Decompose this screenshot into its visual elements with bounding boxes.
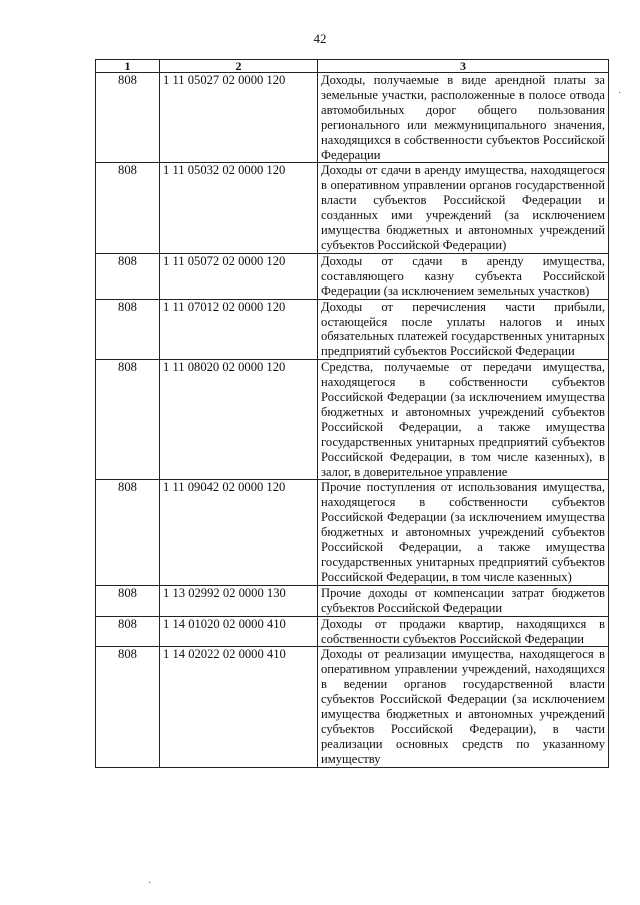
budget-code-cell: 1 11 09042 02 0000 120	[160, 480, 318, 585]
table-row	[96, 163, 609, 253]
description-cell: Прочие поступления от использования имущества, находящегося в собственности субъектов Российской Федерации (за исключением имущества бюджетных и автономных учреждений субъектов Российской Федерации, а также имущества государственных унитарных предприятий субъектов Российской Федерации, в том числе казенных)	[318, 480, 609, 585]
budget-code-cell: 1 14 01020 02 0000 410	[160, 616, 318, 647]
column-header-3: 3	[318, 60, 609, 73]
admin-code-cell: 808	[96, 163, 160, 253]
admin-code-cell: 808	[96, 647, 160, 767]
header-row	[96, 60, 609, 73]
budget-code-cell: 1 11 08020 02 0000 120	[160, 360, 318, 480]
table-row	[96, 73, 609, 163]
admin-code-cell: 808	[96, 616, 160, 647]
description-cell: Доходы от перечисления части прибыли, остающейся после уплаты налогов и иных обязательных платежей государственных унитарных предприятий субъектов Российской Федерации	[318, 299, 609, 360]
table-header	[96, 60, 609, 73]
table-row	[96, 585, 609, 616]
admin-code-cell: 808	[96, 480, 160, 585]
table-body	[96, 73, 609, 768]
description-cell: Доходы от реализации имущества, находящегося в оперативном управлении учреждений, находящихся в ведении органов государственной власти субъектов Российской Федерации (за исключением имущества бюджетных и автономных учреждений субъектов Российской Федерации), в части реализации основных средств по указанному имуществу	[318, 647, 609, 767]
budget-code-cell: 1 11 05072 02 0000 120	[160, 253, 318, 299]
description-cell: Доходы, получаемые в виде арендной платы за земельные участки, расположенные в полосе отвода автомобильных дорог общего пользования регионального или межмуниципального значения, находящихся в собственности субъектов Российской Федерации	[318, 73, 609, 163]
table-row	[96, 616, 609, 647]
budget-code-cell: 1 11 07012 02 0000 120	[160, 299, 318, 360]
table-row	[96, 299, 609, 360]
description-cell: Доходы от сдачи в аренду имущества, находящегося в оперативном управлении органов государственной власти субъектов Российской Федерации и созданных ими учреждений (за исключением имущества бюджетных и автономных учреждений субъектов Российской Федерации)	[318, 163, 609, 253]
admin-code-cell: 808	[96, 360, 160, 480]
description-cell: Доходы от продажи квартир, находящихся в собственности субъектов Российской Федерации	[318, 616, 609, 647]
table-row	[96, 480, 609, 585]
description-cell: Средства, получаемые от передачи имущества, находящегося в собственности субъектов Российской Федерации (за исключением имущества бюджетных и автономных учреждений субъектов Российской Федерации, а также имущества государственных унитарных предприятий субъектов Российской Федерации, в том числе казенных), в залог, в доверительное управление	[318, 360, 609, 480]
table-row	[96, 253, 609, 299]
table-row	[96, 647, 609, 767]
admin-code-cell: 808	[96, 299, 160, 360]
admin-code-cell: 808	[96, 585, 160, 616]
page-number: 42	[313, 31, 327, 46]
budget-code-cell: 1 14 02022 02 0000 410	[160, 647, 318, 767]
budget-codes-table	[95, 59, 609, 768]
budget-code-cell: 1 11 05032 02 0000 120	[160, 163, 318, 253]
column-header-1: 1	[96, 60, 160, 73]
budget-code-cell: 1 11 05027 02 0000 120	[160, 73, 318, 163]
description-cell: Прочие доходы от компенсации затрат бюджетов субъектов Российской Федерации	[318, 585, 609, 616]
scan-speck: ·	[618, 88, 622, 99]
scan-speck: ·	[148, 878, 152, 889]
admin-code-cell: 808	[96, 253, 160, 299]
admin-code-cell: 808	[96, 73, 160, 163]
column-header-2: 2	[160, 60, 318, 73]
budget-code-cell: 1 13 02992 02 0000 130	[160, 585, 318, 616]
description-cell: Доходы от сдачи в аренду имущества, составляющего казну субъекта Российской Федерации (за исключением земельных участков)	[318, 253, 609, 299]
table-row	[96, 360, 609, 480]
